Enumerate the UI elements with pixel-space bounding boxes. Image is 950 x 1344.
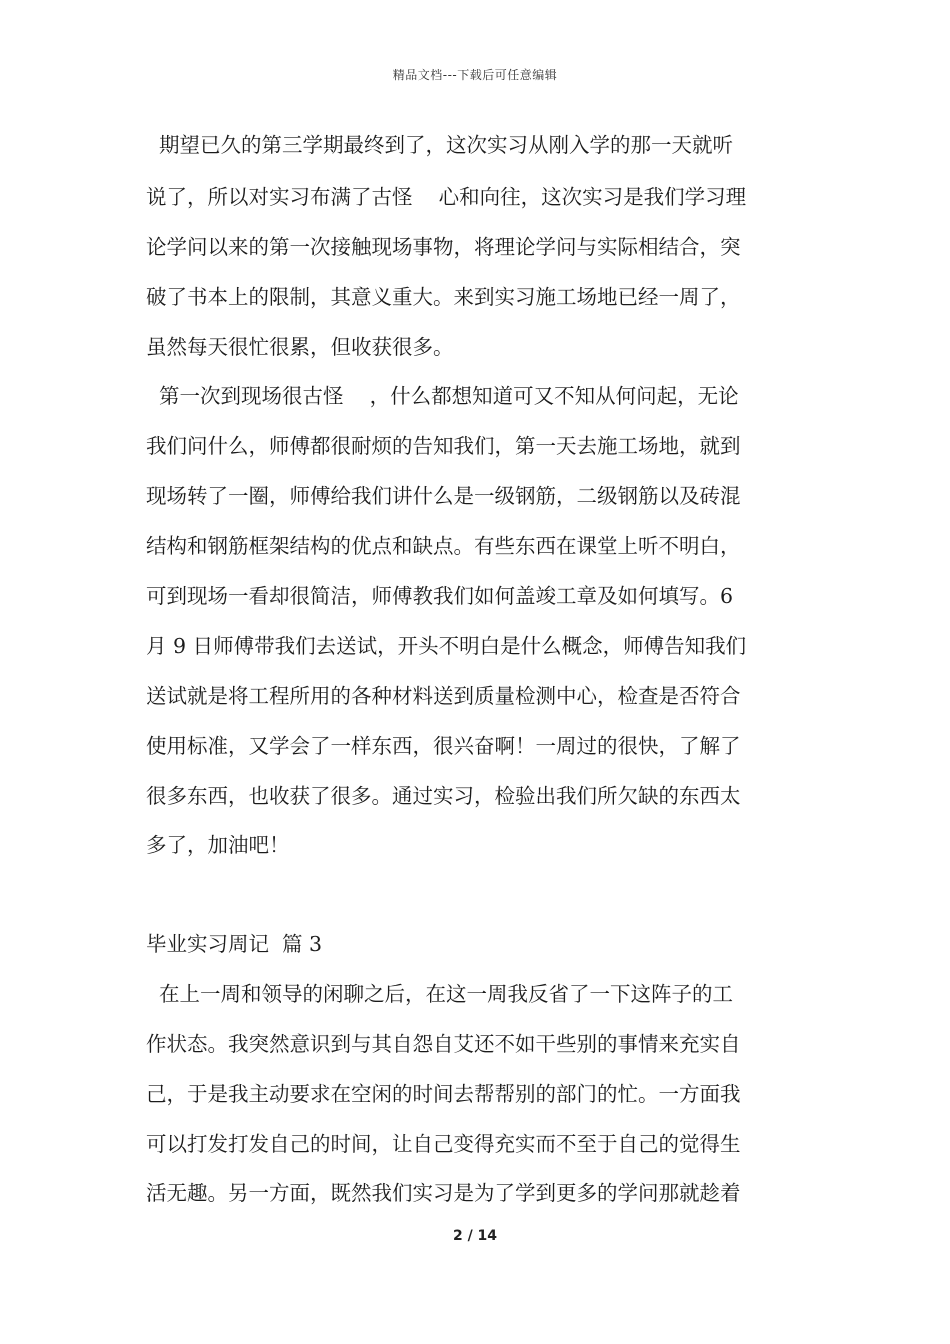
text-line: 活无趣。另一方面，既然我们实习是为了学到更多的学问那就趁着 xyxy=(146,1181,741,1205)
text-line: 作状态。我突然意识到与其自怨自艾还不如干些别的事情来充实自 xyxy=(146,1032,741,1056)
text-line: 我们问什么，师傅都很耐烦的告知我们，第一天去施工场地，就到 xyxy=(146,434,741,458)
header-note: 精品文档---下载后可任意编辑 xyxy=(392,68,558,82)
text-line: 论学问以来的第一次接触现场事物，将理论学问与实际相结合，突 xyxy=(146,235,741,259)
text-line: 第一次到现场很古怪 ，什么都想知道可又不知从何问起，无论 xyxy=(146,384,739,408)
text-line: 多了，加油吧！ xyxy=(146,833,290,857)
text-line: 可以打发打发自己的时间，让自己变得充实而不至于自己的觉得生 xyxy=(146,1132,741,1156)
text-line: 己，于是我主动要求在空闲的时间去帮帮别的部门的忙。一方面我 xyxy=(146,1082,741,1106)
text-line: 月 9 日师傅带我们去送试，开头不明白是什么概念，师傅告知我们 xyxy=(146,634,747,658)
text-line: 在上一周和领导的闲聊之后，在这一周我反省了一下这阵子的工 xyxy=(146,982,734,1006)
section-heading: 毕业实习周记 篇 3 xyxy=(146,932,323,956)
text-line: 可到现场一看却很简洁，师傅教我们如何盖竣工章及如何填写。6 xyxy=(146,584,734,608)
text-line: 期望已久的第三学期最终到了，这次实习从刚入学的那一天就听 xyxy=(146,133,734,157)
page-number: 2 / 14 xyxy=(452,1228,498,1244)
text-line: 虽然每天很忙很累，但收获很多。 xyxy=(146,335,454,359)
text-line: 说了，所以对实习布满了古怪 心和向往，这次实习是我们学习理 xyxy=(146,185,747,209)
text-line: 使用标准，又学会了一样东西，很兴奋啊！一周过的很快，了解了 xyxy=(146,734,741,758)
text-line: 送试就是将工程所用的各种材料送到质量检测中心，检查是否符合 xyxy=(146,684,741,708)
text-line: 结构和钢筋框架结构的优点和缺点。有些东西在课堂上听不明白， xyxy=(146,534,741,558)
text-line: 很多东西，也收获了很多。通过实习，检验出我们所欠缺的东西太 xyxy=(146,784,741,808)
text-line: 现场转了一圈，师傅给我们讲什么是一级钢筋，二级钢筋以及砖混 xyxy=(146,484,741,508)
text-line: 破了书本上的限制，其意义重大。来到实习施工场地已经一周了， xyxy=(146,285,741,309)
